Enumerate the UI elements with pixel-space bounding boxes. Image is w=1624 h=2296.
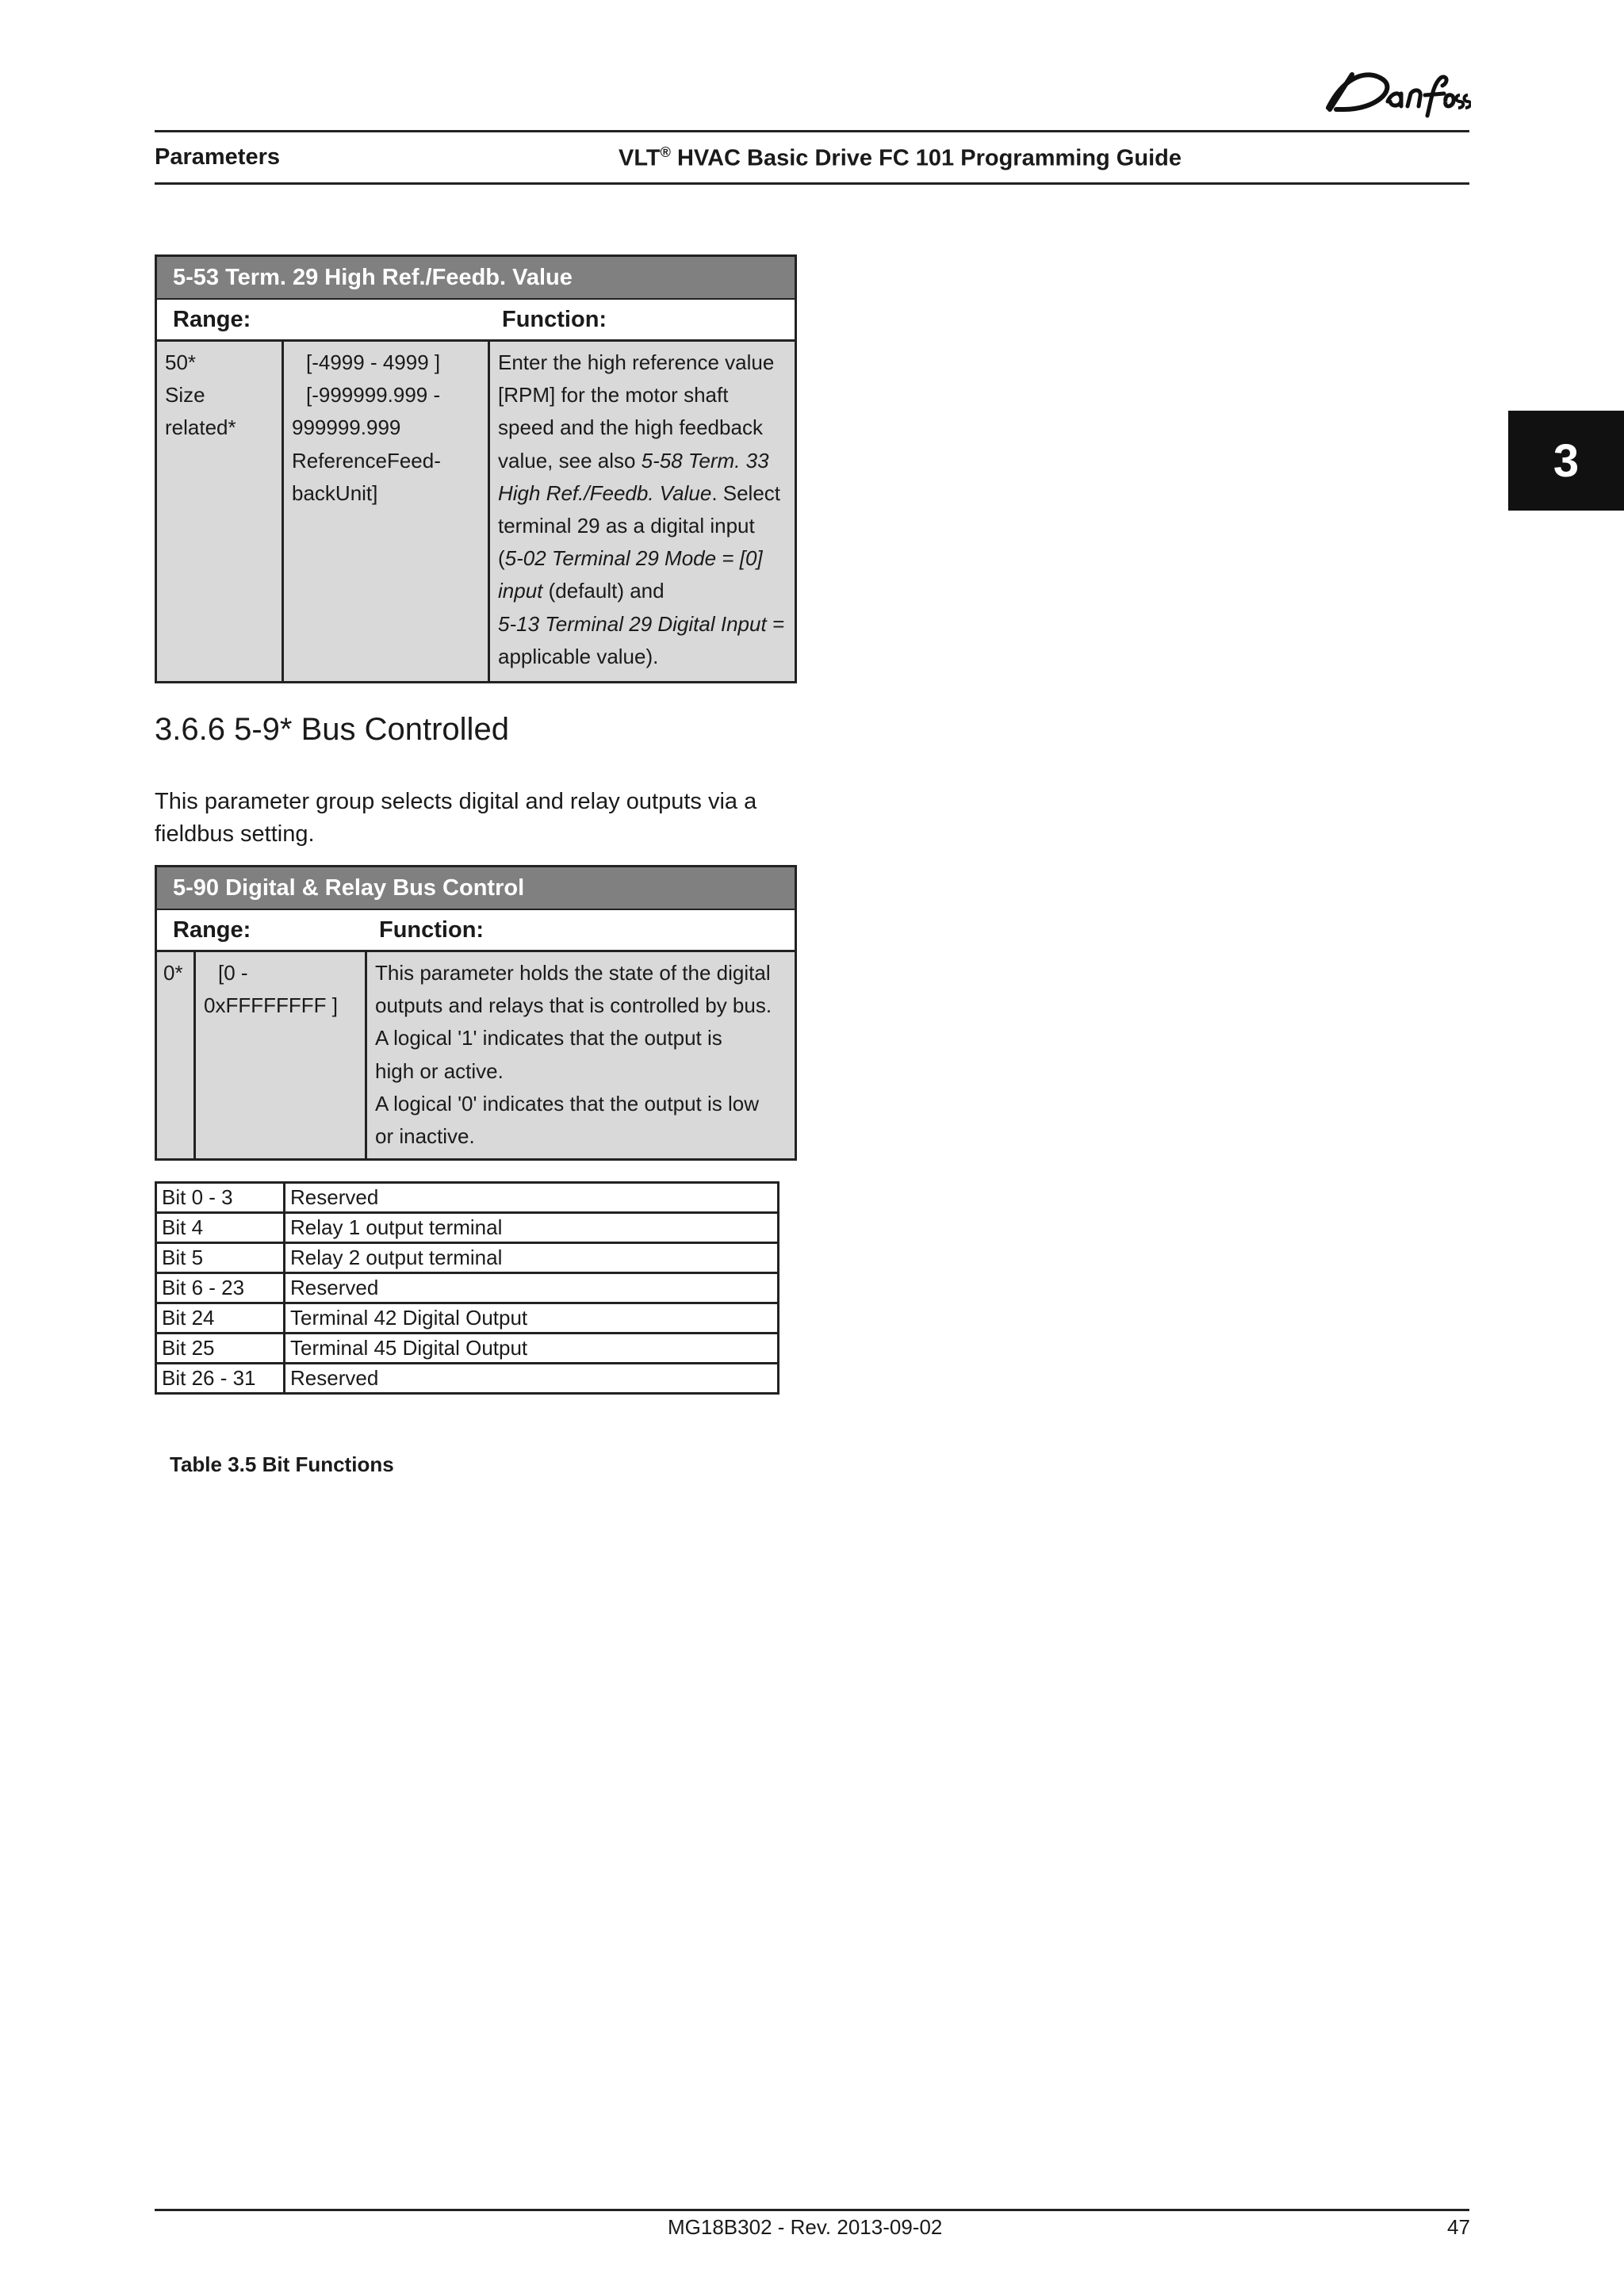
section-intro: This parameter group selects digital and relay outputs via a fieldbus setting. <box>155 789 757 847</box>
function-cell: Terminal 42 Digital Output <box>285 1303 779 1334</box>
function-text: A logical '0' indicates that the output is low <box>375 1091 759 1115</box>
table-caption: Table 3.5 Bit Functions <box>170 1452 394 1476</box>
function-label: Function: <box>379 917 485 943</box>
param-body <box>157 952 795 1158</box>
table-row <box>156 1213 779 1243</box>
range-value: 999999.999 <box>292 415 401 440</box>
table-row <box>156 1243 779 1273</box>
function-cell: Reserved <box>285 1273 779 1303</box>
function-cell: Terminal 45 Digital Output <box>285 1334 779 1364</box>
param-reference: 5-02 Terminal 29 Mode = [0] <box>504 546 763 571</box>
header-section-name: Parameters <box>155 144 280 170</box>
param-reference: 5-58 Term. 33 <box>641 448 769 473</box>
default-value: 50* <box>165 350 197 374</box>
function-text: input (default) and <box>498 579 665 603</box>
table-row <box>156 1334 779 1364</box>
range-label: Range: <box>173 307 251 332</box>
bit-cell: Bit 25 <box>156 1334 285 1364</box>
header-top-rule <box>155 130 1469 132</box>
bit-functions-table <box>155 1181 779 1395</box>
range-column <box>193 952 365 1158</box>
param-reference: input <box>498 579 543 603</box>
bit-cell: Bit 0 - 3 <box>156 1183 285 1213</box>
header-rule <box>155 182 1469 185</box>
default-value: Size <box>165 383 205 408</box>
default-value: related* <box>165 415 236 440</box>
header-guide-title: VLT® HVAC Basic Drive FC 101 Programming Guide <box>619 144 1182 171</box>
param-body <box>157 342 795 681</box>
table-row <box>156 1273 779 1303</box>
function-column <box>365 952 795 1158</box>
page-number: 47 <box>1447 2215 1470 2239</box>
range-value: [-999999.999 - <box>306 383 441 408</box>
range-column <box>282 342 488 681</box>
danfoss-logo <box>1312 60 1471 124</box>
function-column <box>488 342 795 681</box>
footer-rule <box>155 2209 1469 2211</box>
table-row <box>156 1183 779 1213</box>
function-text: This parameter holds the state of the digital <box>375 961 771 985</box>
range-value: 0xFFFFFFFF ] <box>204 993 338 1018</box>
function-cell: Relay 2 output terminal <box>285 1243 779 1273</box>
function-text: [RPM] for the motor shaft <box>498 383 729 408</box>
param-reference: 5-13 Terminal 29 Digital Input = <box>498 611 785 636</box>
range-value: ReferenceFeed- <box>292 448 441 473</box>
default-value: 0* <box>163 961 183 985</box>
function-text: terminal 29 as a digital input <box>498 514 755 538</box>
footer-doc-code: MG18B302 - Rev. 2013-09-02 <box>668 2215 943 2239</box>
function-text: High Ref./Feedb. Value. Select <box>498 480 781 505</box>
table-row <box>156 1303 779 1334</box>
range-value: [-4999 - 4999 ] <box>306 350 441 374</box>
param-5-53-table <box>155 254 797 683</box>
function-text: applicable value). <box>498 644 659 668</box>
range-value: [0 - <box>218 961 248 985</box>
param-reference: High Ref./Feedb. Value <box>498 480 712 505</box>
function-text: high or active. <box>375 1058 504 1083</box>
range-label: Range: <box>173 917 251 943</box>
param-title: 5-53 Term. 29 High Ref./Feedb. Value <box>157 257 795 300</box>
param-range-header <box>157 910 795 952</box>
function-text: speed and the high feedback <box>498 415 763 440</box>
function-text: outputs and relays that is controlled by bus. <box>375 993 772 1018</box>
bit-cell: Bit 24 <box>156 1303 285 1334</box>
param-range-header <box>157 300 795 342</box>
chapter-tab: 3 <box>1508 411 1624 511</box>
table-row <box>156 1364 779 1394</box>
function-text: value, see also 5-58 Term. 33 <box>498 448 769 473</box>
function-text: A logical '1' indicates that the output is <box>375 1026 722 1050</box>
bit-cell: Bit 6 - 23 <box>156 1273 285 1303</box>
section-heading: 3.6.6 5-9* Bus Controlled <box>155 712 509 747</box>
bit-cell: Bit 26 - 31 <box>156 1364 285 1394</box>
function-cell: Reserved <box>285 1364 779 1394</box>
bit-cell: Bit 5 <box>156 1243 285 1273</box>
bit-cell: Bit 4 <box>156 1213 285 1243</box>
default-column <box>157 952 193 1158</box>
param-5-90-table <box>155 865 797 1161</box>
function-text: (5-02 Terminal 29 Mode = [0] <box>498 546 763 571</box>
param-title: 5-90 Digital & Relay Bus Control <box>157 867 795 910</box>
function-text <box>498 608 788 641</box>
function-label: Function: <box>502 307 607 332</box>
function-cell: Relay 1 output terminal <box>285 1213 779 1243</box>
function-text: or inactive. <box>375 1124 475 1149</box>
function-cell: Reserved <box>285 1183 779 1213</box>
range-value: backUnit] <box>292 480 378 505</box>
default-column <box>157 342 282 681</box>
function-text: Enter the high reference value <box>498 350 775 374</box>
